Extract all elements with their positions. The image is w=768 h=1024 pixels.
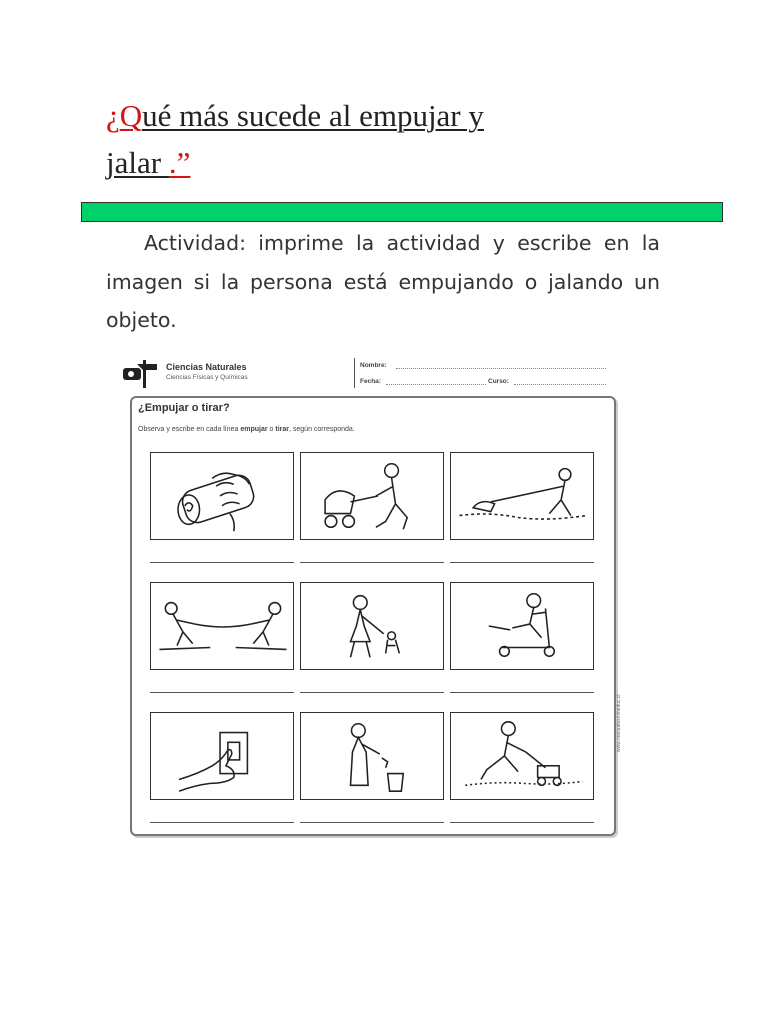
answer-line-5 xyxy=(300,692,444,693)
worksheet-url: www.manualesmineduc.cl xyxy=(616,694,622,752)
title-end-mark: .” xyxy=(168,145,191,180)
answer-line-9 xyxy=(450,822,594,823)
lawnmower-push-icon xyxy=(451,713,593,799)
title-line-2: jalar xyxy=(106,145,169,180)
name-label: Nombre: xyxy=(360,362,387,369)
answer-line-3 xyxy=(450,562,594,563)
header-divider xyxy=(354,358,355,388)
title-first-letter: Q xyxy=(119,98,143,133)
title-open-mark: ¿ xyxy=(106,98,120,133)
date-line xyxy=(386,384,486,385)
answer-line-6 xyxy=(450,692,594,693)
worksheet-brand-subtitle: Ciencias Físicas y Químicas xyxy=(166,374,248,381)
green-divider-bar xyxy=(81,202,723,222)
answer-line-8 xyxy=(300,822,444,823)
answer-line-1 xyxy=(150,562,294,563)
answer-line-4 xyxy=(150,692,294,693)
picture-dog-walk xyxy=(300,582,444,670)
soda-can-squeeze-icon xyxy=(151,453,293,539)
answer-line-7 xyxy=(150,822,294,823)
picture-scooter xyxy=(450,582,594,670)
picture-tug-of-war xyxy=(150,582,294,670)
page-title xyxy=(106,92,706,186)
rope-pull-sled-icon xyxy=(451,453,593,539)
switch-press-icon xyxy=(151,713,293,799)
worksheet-instruction: Observa y escribe en cada línea empujar o tirar, según corresponda. xyxy=(138,426,355,433)
answer-line-2 xyxy=(300,562,444,563)
date-label: Fecha: xyxy=(360,378,381,385)
scooter-ride-icon xyxy=(451,583,593,669)
worksheet-image xyxy=(118,352,622,840)
tug-of-war-icon xyxy=(151,583,293,669)
activity-instructions: Actividad: imprime la actividad y escribe en la imagen si la persona está empujando o jalando un objeto. xyxy=(106,231,660,332)
picture-trash xyxy=(300,712,444,800)
ciencias-logo-icon xyxy=(123,360,157,388)
title-line-1: ué más sucede al empujar y xyxy=(142,98,484,133)
name-line xyxy=(396,368,606,369)
trash-drop-icon xyxy=(301,713,443,799)
course-label: Curso: xyxy=(488,378,509,385)
picture-switch xyxy=(150,712,294,800)
worksheet-heading: ¿Empujar o tirar? xyxy=(138,402,230,414)
course-line xyxy=(514,384,606,385)
picture-lawnmower xyxy=(450,712,594,800)
picture-stroller xyxy=(300,452,444,540)
picture-rope-pull xyxy=(450,452,594,540)
worksheet-brand: Ciencias Naturales xyxy=(166,362,247,372)
dog-leash-walk-icon xyxy=(301,583,443,669)
stroller-push-icon xyxy=(301,453,443,539)
picture-soda-can xyxy=(150,452,294,540)
